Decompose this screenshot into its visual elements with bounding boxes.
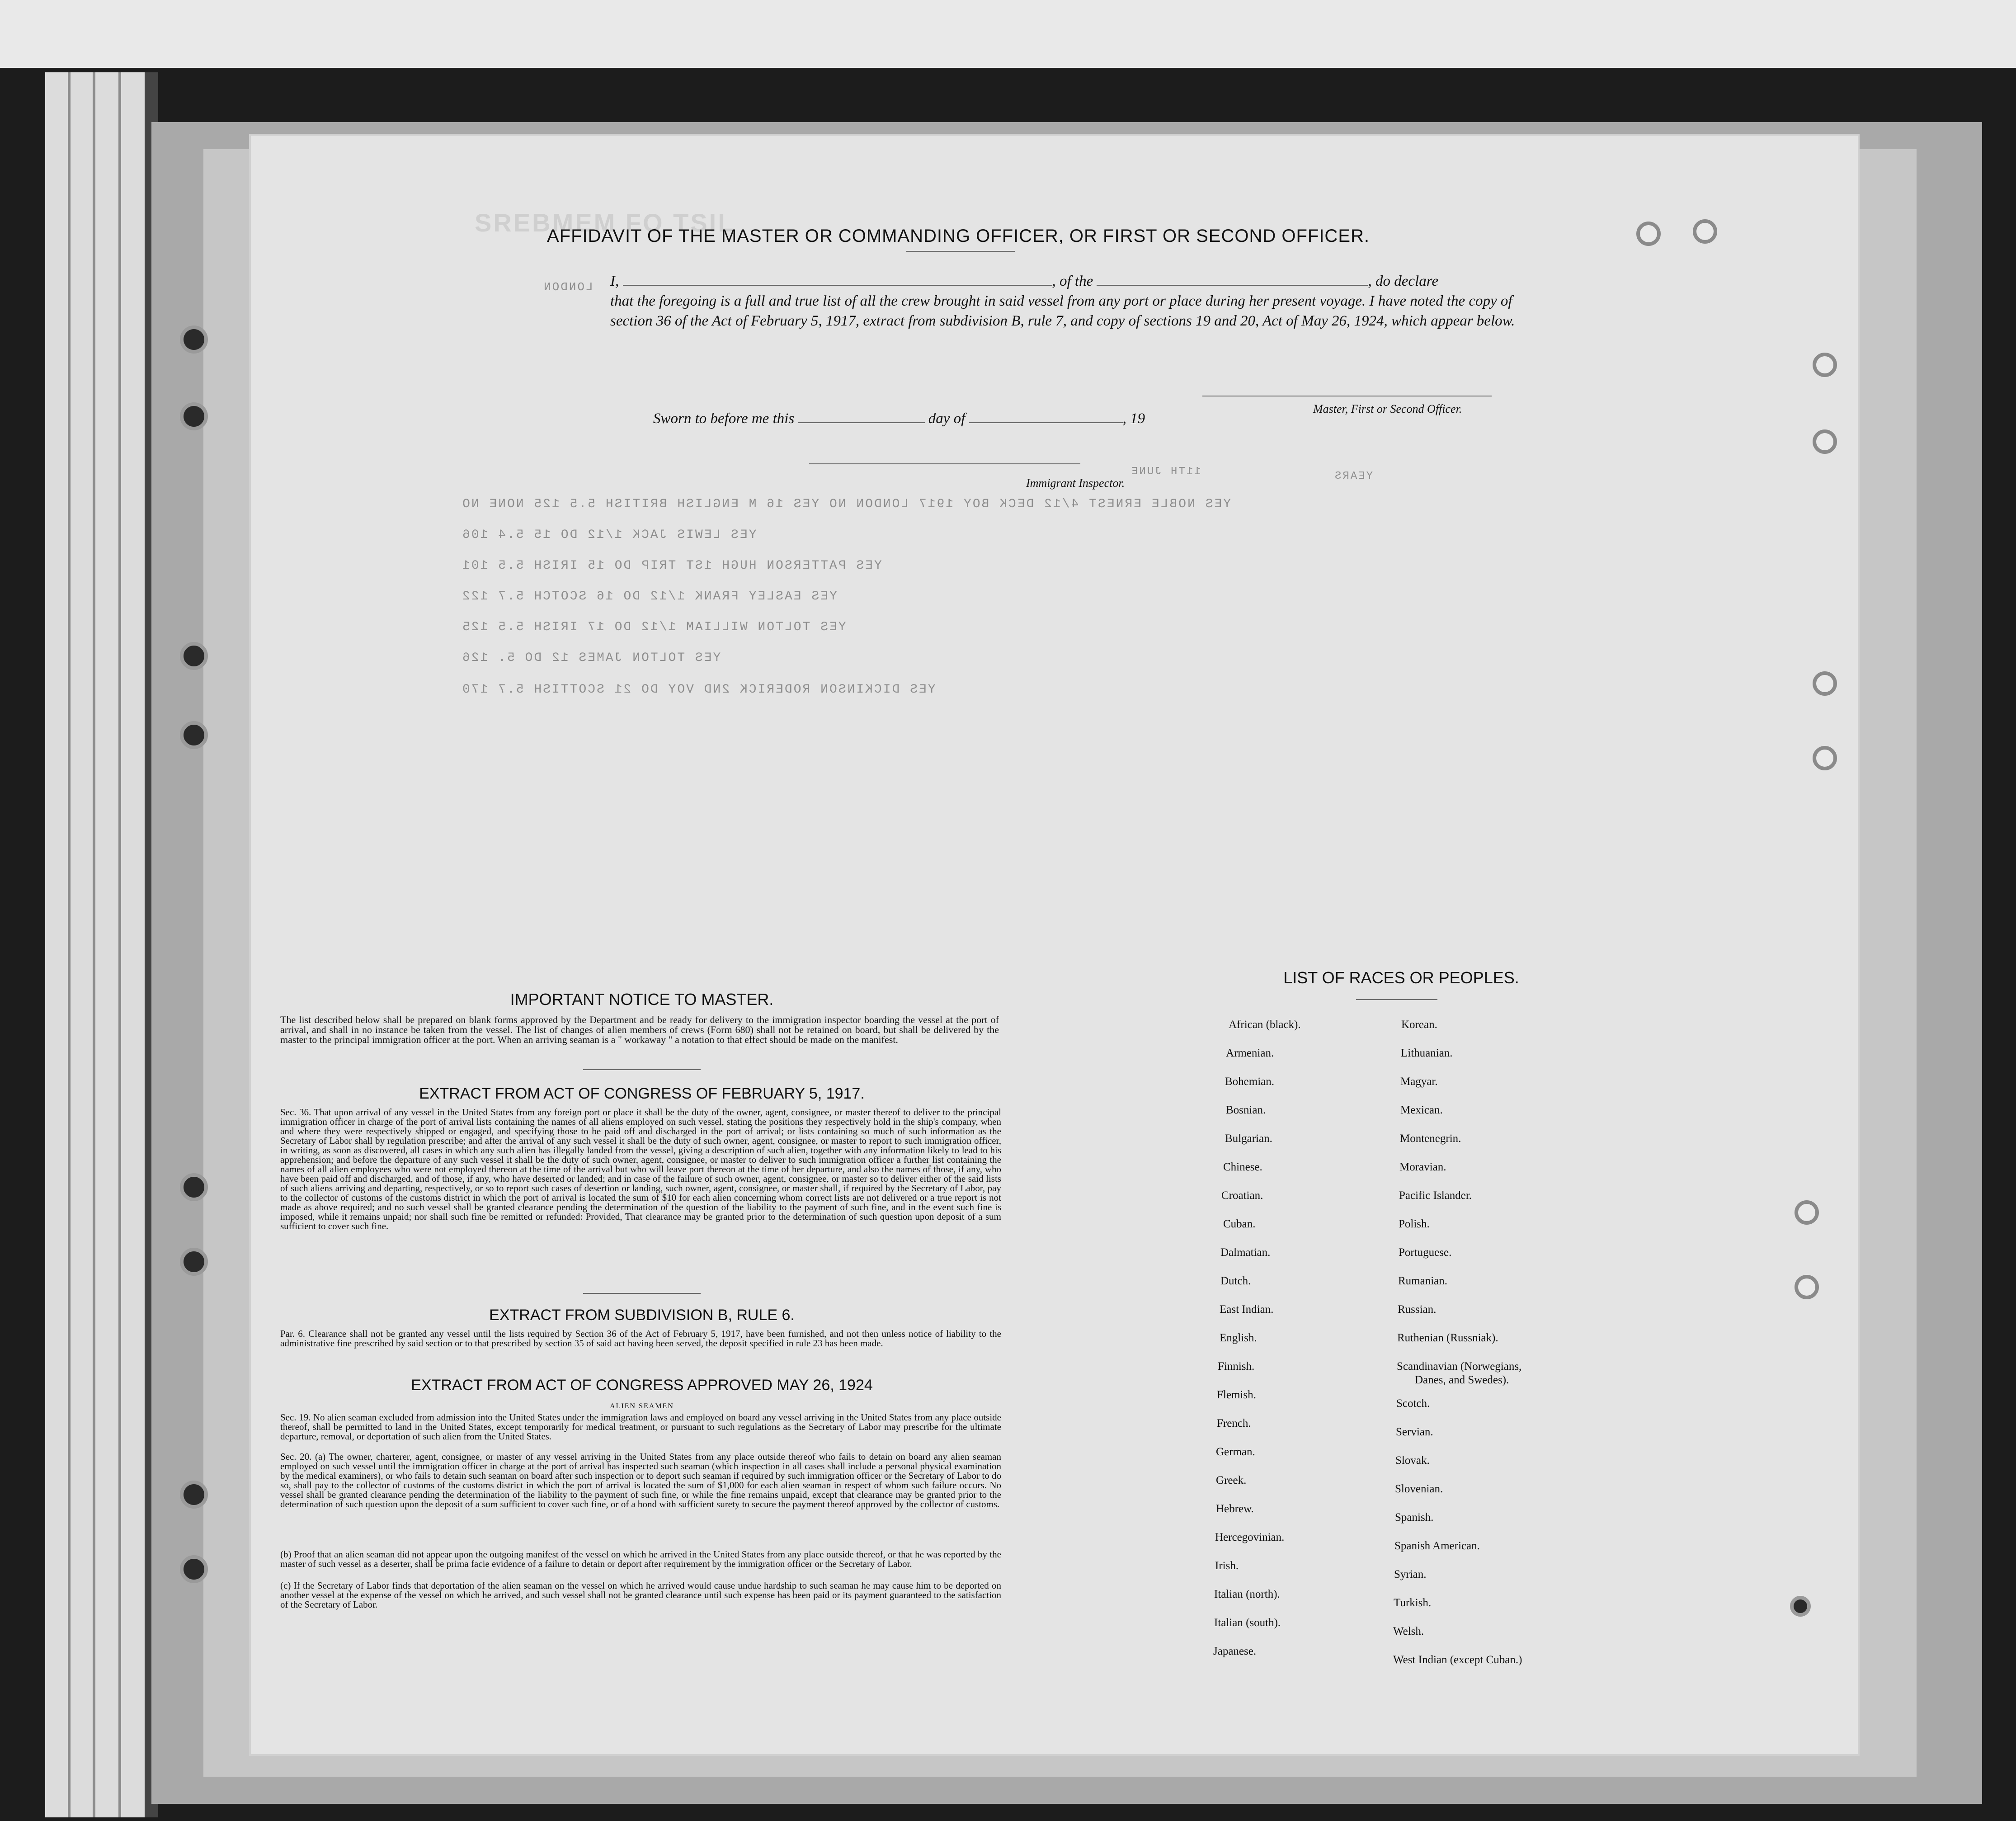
binder-edge-line — [68, 72, 71, 1817]
affidavit-body-text: that the foregoing is a full and true list of all the crew brought in said vessel from any port or place during her present voyage. I have noted the copy of section 36 of the Act of February 5, 1917, extract from subdivision B, rule 7, and copy of sections 19 and 20, Act of May 26, 1924, which appear below. — [610, 293, 1515, 329]
race-item: Syrian. — [1394, 1568, 1427, 1580]
race-item: Italian (south). — [1214, 1617, 1281, 1629]
races-title: LIST OF RACES OR PEOPLES. — [1283, 968, 1519, 987]
race-item: Mexican. — [1400, 1104, 1443, 1116]
binder-spine — [45, 72, 158, 1817]
race-item: Turkish. — [1394, 1597, 1432, 1609]
day-blank — [798, 411, 925, 423]
race-item: Russian. — [1398, 1303, 1437, 1316]
race-item: Moravian. — [1399, 1161, 1446, 1173]
race-item: Japanese. — [1213, 1645, 1257, 1657]
divider — [1356, 999, 1437, 1000]
bleed-through-label: 11TH JUNE — [1130, 466, 1201, 478]
race-item: Pacific Islander. — [1399, 1189, 1472, 1202]
race-item: Hebrew. — [1216, 1503, 1254, 1515]
master-signature-label: Master, First or Second Officer. — [1313, 402, 1462, 415]
extract-1924-title: EXTRACT FROM ACT OF CONGRESS APPROVED MAY 26, 1924 — [411, 1377, 873, 1394]
race-item: Dutch. — [1220, 1275, 1251, 1287]
divider — [906, 251, 1015, 252]
race-item: Lithuanian. — [1401, 1047, 1453, 1059]
race-item: Cuban. — [1223, 1218, 1256, 1230]
punch-ring — [1795, 1275, 1819, 1299]
bleed-through-row: YES EASLEY FRANK 1/12 DO 16 SCOTCH 5.7 122 — [461, 590, 837, 604]
race-item: Greek. — [1216, 1474, 1247, 1486]
bleed-through-label: YEARS — [1333, 470, 1373, 482]
document-page — [251, 136, 1858, 1754]
binder-hole — [180, 1481, 208, 1509]
position-blank — [1097, 271, 1368, 286]
punch-ring — [1795, 1200, 1819, 1225]
race-item: German. — [1216, 1446, 1255, 1458]
affidavit-first-line — [610, 271, 1521, 291]
affidavit-i: I, — [610, 273, 619, 289]
divider — [583, 1293, 701, 1294]
extract-1924-section-20a: Sec. 20. (a) The owner, charterer, agent, consignee, or master of any vessel arriving in the United States from any place outside thereof who fails to detain on board any alien seaman employed on such vessel until the immigration officer in charge at the port of arrival has inspected such seaman (which inspection in all cases shall include a personal physical examination by the medical examiners), or who fails to detain such seaman on board after such inspection or to deport such seaman if required by such immigration officer or the Secretary of Labor to do so, shall pay to the collector of customs of the customs district in which the port of arrival is located the sum of $1,000 for each alien seaman in respect of whom such failure occurs. No vessel shall be granted clearance pending the determination of the liability to the payment of such fine, or while the fine remains unpaid, except that clearance may be granted prior to the determination of such question upon the deposit of a sum sufficient to cover such fine, or of a bond with sufficient surety to secure the payment thereof approved by the collector of customs. — [280, 1451, 1001, 1510]
scan-top-border — [0, 0, 2016, 68]
name-blank — [623, 271, 1052, 286]
race-item: Scandinavian (Norwegians, — [1397, 1360, 1522, 1373]
day-of-text: day of — [928, 410, 966, 427]
race-item: Hercegovinian. — [1215, 1531, 1285, 1543]
extract-1924-subtitle: ALIEN SEAMEN — [610, 1402, 674, 1410]
binder-hole — [180, 402, 208, 430]
bleed-through-row: YES TOLTON JAMES 12 DO 5. 126 — [461, 651, 721, 665]
inspector-signature-label: Immigrant Inspector. — [1026, 476, 1125, 490]
inspector-signature-line — [809, 463, 1080, 464]
race-item: East Indian. — [1220, 1303, 1274, 1316]
punch-hole — [1790, 1596, 1811, 1617]
sworn-text: Sworn to before me this — [653, 410, 795, 427]
bleed-through-row: YES TOLTON WILLIAM 1/12 DO 17 IRISH 5.5 125 — [461, 620, 846, 634]
extract-1917-text: Sec. 36. That upon arrival of any vessel in the United States from any foreign port or place it shall be the duty of the owner, agent, consignee, or master thereof to deliver to the principal immigration officer in charge of the port of arrival lists containing the names of all aliens employed on such vessel, stating the positions they respectively hold in the ship's company, when and where they were respectively shipped or engaged, and specifying those to be paid off and discharged in the port of arrival; or lists containing so much of such information as the Secretary of Labor shall by regulation prescribe; and after the arrival of any such vessel it shall be the duty of such owner, agent, consignee, or master to report to such immigration officer, in writing, as soon as discovered, all cases in which any such alien has illegally landed from the vessel, giving a description of such alien, together with any information likely to lead to his apprehension; and before the departure of any such vessel it shall be the duty of such owner, agent, consignee, or master to deliver to such immigration officer a further list containing the names of all alien employees who were not employed thereon at the time of the arrival but who will leave port thereon at the time of her departure, and also the names of those, if any, who have been paid off and discharged, and of those, if any, who have deserted or landed; and in case of the failure of such owner, agent, consignee, or master so to deliver either of the said lists of such aliens arriving and departing, respectively, or so to report such cases of desertion or landing, such owner, agent, consignee, or master shall, if required by the Secretary of Labor, pay to the collector of customs of the customs district in which the port of arrival is located the sum of $10 for each alien concerning whom correct lists are not delivered or a true report is not made as above required; and no such vessel shall be granted clearance pending the determination of the question of the liability to the payment of such fine, and in the event such fine is imposed, while it remains unpaid; nor shall such fine be remitted or refunded: Provided, That clearance may be granted prior to the determination of such question upon deposit of a sum sufficient to cover such fine. — [280, 1107, 1001, 1231]
race-item: West Indian (except Cuban.) — [1393, 1654, 1522, 1666]
divider — [583, 1069, 701, 1070]
race-item: Spanish. — [1395, 1511, 1434, 1524]
bleed-through-label: LONDON — [542, 280, 593, 294]
race-item: Bulgarian. — [1225, 1132, 1272, 1145]
race-item: English. — [1220, 1332, 1257, 1344]
binder-edge-line — [93, 72, 95, 1817]
race-item: Portuguese. — [1399, 1246, 1452, 1259]
affidavit-do-declare: , do declare — [1368, 273, 1438, 289]
bleed-through-row: YES NOBLE ERNEST 4/12 DECK BOY 1917 LONDON NO YES 16 M ENGLISH BRITISH 5.5 125 NONE NO — [461, 497, 1231, 511]
affidavit-text — [610, 271, 1521, 331]
race-item: Korean. — [1401, 1019, 1437, 1031]
punch-ring — [1813, 353, 1837, 377]
extract-1924-section-20c: (c) If the Secretary of Labor finds that deportation of the alien seaman on the vessel on which he arrived would cause undue hardship to such seaman he may cause him to be deported on another vessel at the expense of the vessel on which he arrived, and such vessel shall not be granted clearance until such expense has been paid or its payment guaranteed to the satisfaction of the Secretary of Labor. — [280, 1580, 1001, 1610]
binder-hole — [180, 1173, 208, 1201]
punch-ring — [1636, 222, 1661, 246]
binder-edge-line — [118, 72, 121, 1817]
race-item: Magyar. — [1400, 1076, 1438, 1088]
extract-1924-section-19: Sec. 19. No alien seaman excluded from admission into the United States under the immigration laws and employed on board any vessel arriving in the United States from any place outside thereof, shall be permitted to land in the United States, except temporarily for medical treatment, or pursuant to such regulations as the Secretary of Labor may prescribe for the ultimate departure, removal, or deportation of such alien from the United States. — [280, 1412, 1001, 1442]
extract-rule6-text: Par. 6. Clearance shall not be granted any vessel until the lists required by Section 36 of the Act of February 5, 1917, have been furnished, and not then unless notice of liability to the administrative fine prescribed by said section or to that prescribed by section 35 of said act having been served, the deposit specified in rule 23 has been made. — [280, 1328, 1001, 1349]
race-item: Finnish. — [1218, 1360, 1255, 1373]
race-item: Polish. — [1399, 1218, 1430, 1230]
race-item: Servian. — [1396, 1426, 1433, 1438]
bleed-through-row: YES DICKINSON RODERICK 2ND VOY DO 21 SCOTTISH 5.7 170 — [461, 683, 936, 697]
race-item: Welsh. — [1393, 1625, 1424, 1637]
race-item: Italian (north). — [1214, 1588, 1280, 1600]
year-text: , 19 — [1122, 410, 1145, 427]
race-item: Montenegrin. — [1400, 1132, 1461, 1145]
race-item: Croatian. — [1221, 1189, 1263, 1202]
race-item: Irish. — [1215, 1560, 1239, 1572]
binder-hole — [180, 326, 208, 354]
affidavit-of-the: , of the — [1052, 273, 1093, 289]
race-item: French. — [1217, 1417, 1251, 1429]
race-item: Rumanian. — [1398, 1275, 1448, 1287]
binder-hole — [180, 721, 208, 749]
extract-1917-title: EXTRACT FROM ACT OF CONGRESS OF FEBRUARY 5, 1917. — [419, 1085, 865, 1102]
race-item: Slovak. — [1395, 1454, 1430, 1467]
binder-hole — [180, 1248, 208, 1276]
race-item: Flemish. — [1217, 1389, 1256, 1401]
month-blank — [969, 411, 1123, 423]
notice-title: IMPORTANT NOTICE TO MASTER. — [510, 990, 774, 1009]
race-item: Bosnian. — [1226, 1104, 1266, 1116]
race-item: Chinese. — [1223, 1161, 1262, 1173]
race-item: African (black). — [1229, 1019, 1301, 1031]
punch-ring — [1693, 219, 1717, 244]
notice-text: The list described below shall be prepared on blank forms approved by the Department and be ready for delivery to the immigration inspector boarding the vessel at the port of arrival, and shall in no instance be taken from the vessel. The list of changes of alien members of crews (Form 680) shall not be retained on board, but shall be delivered by the master to the principal immigration officer at the port. When an arriving seaman is a " workaway " a notation to that effect should be made on the manifest. — [280, 1014, 999, 1045]
sworn-line — [653, 410, 1145, 427]
punch-ring — [1813, 746, 1837, 770]
race-item: Slovenian. — [1395, 1483, 1443, 1495]
race-item: Ruthenian (Russniak). — [1397, 1332, 1498, 1344]
extract-1924-section-20b: (b) Proof that an alien seaman did not appear upon the outgoing manifest of the vessel on which he arrived in the United States from any place outside thereof, or that he was reported by the master of such vessel as a deserter, shall be prima facie evidence of a failure to detain or deport after requirement by the immigration officer or the Secretary of Labor. — [280, 1549, 1001, 1569]
bleed-through-row: YES PATTERSON HUGH 1ST TRIP DO 15 IRISH 5.5 101 — [461, 559, 882, 573]
binder-hole — [180, 1555, 208, 1583]
punch-ring — [1813, 429, 1837, 454]
binder-hole — [180, 642, 208, 670]
affidavit-title: AFFIDAVIT OF THE MASTER OR COMMANDING OFFICER, OR FIRST OR SECOND OFFICER. — [547, 226, 1370, 246]
race-item: Scotch. — [1396, 1397, 1430, 1410]
race-item: Danes, and Swedes). — [1415, 1374, 1509, 1386]
race-item: Dalmatian. — [1220, 1246, 1271, 1259]
bleed-through-row: YES LEWIS JACK 1/12 DO 15 5.4 106 — [461, 528, 757, 542]
race-item: Bohemian. — [1225, 1076, 1275, 1088]
race-item: Spanish American. — [1394, 1540, 1480, 1552]
race-item: Armenian. — [1226, 1047, 1274, 1059]
bleed-through-heading: SREBMEM FO TSIL — [475, 208, 735, 237]
extract-rule6-title: EXTRACT FROM SUBDIVISION B, RULE 6. — [489, 1307, 795, 1324]
